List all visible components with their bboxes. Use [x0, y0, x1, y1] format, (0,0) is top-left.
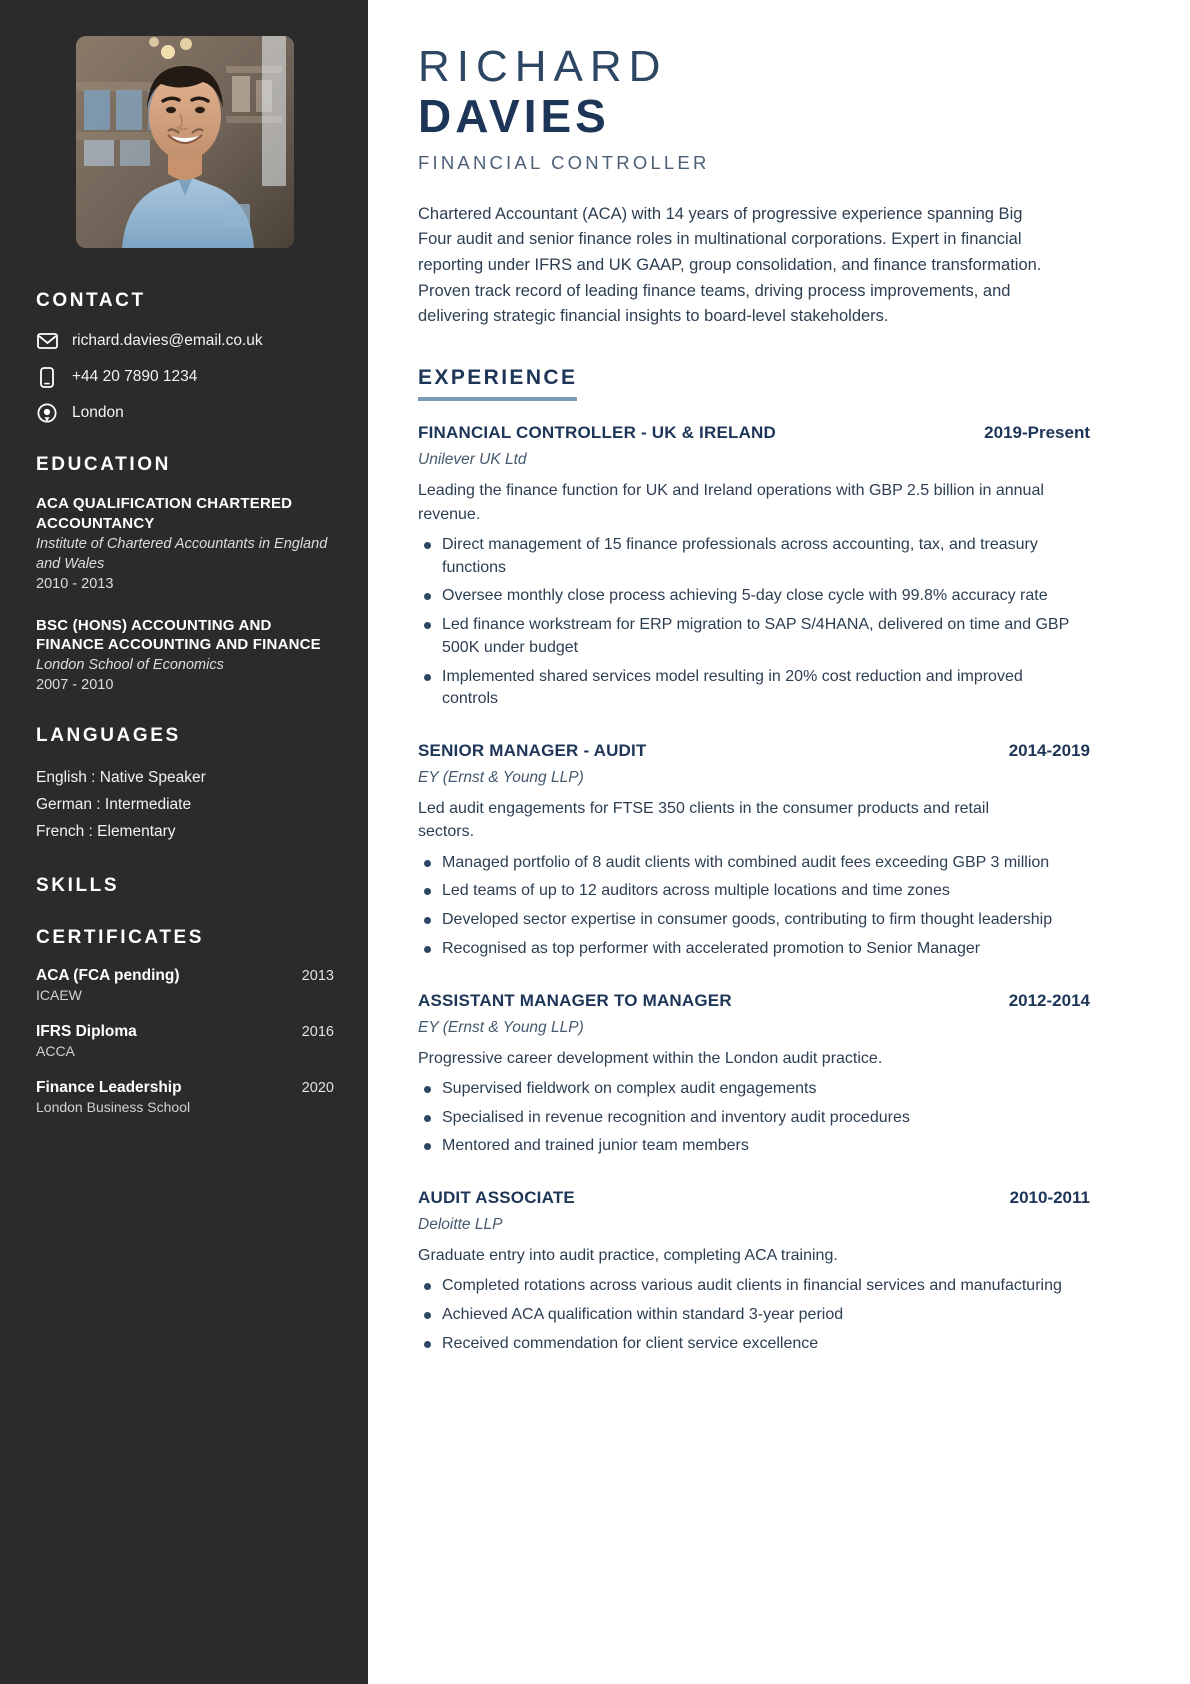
experience-company: Deloitte LLP: [418, 1216, 503, 1234]
contact-email-value: richard.davies@email.co.uk: [72, 331, 263, 349]
contact-location-row[interactable]: [36, 402, 334, 424]
sidebar: [0, 0, 368, 1684]
experience-bullet: Recognised as top performer with accelerated promotion to Senior Manager: [418, 938, 1073, 961]
experience-date: 2014-2019: [1008, 740, 1090, 760]
envelope-icon: [36, 330, 58, 352]
language-item: English : Native Speaker: [36, 769, 206, 787]
languages-heading: LANGUAGES: [36, 725, 181, 747]
experience-entry-header: [418, 991, 1090, 1011]
experience-company: EY (Ernst & Young LLP): [418, 768, 584, 786]
experience-description: Progressive career development within the London audit practice.: [418, 1049, 883, 1067]
contact-location-value: London: [72, 403, 124, 421]
profile-photo-image: [76, 36, 294, 248]
contact-phone-row[interactable]: [36, 366, 334, 388]
experience-entry-header: [418, 423, 1090, 443]
certificate-name: IFRS Diploma: [36, 1023, 137, 1041]
certificate-year: 2013: [301, 968, 334, 985]
experience-description: Led audit engagements for FTSE 350 clients in the consumer products and retail sectors.: [418, 799, 989, 841]
certificates-section: [36, 927, 334, 1115]
experience-company: Unilever UK Ltd: [418, 451, 527, 469]
profile-photo-wrapper: [36, 36, 334, 248]
education-item: [36, 494, 334, 594]
language-item: French : Elementary: [36, 822, 176, 840]
education-years: 2010 - 2013: [36, 575, 114, 592]
experience-role: AUDIT ASSOCIATE: [418, 1188, 575, 1208]
experience-date: 2019-Present: [984, 423, 1090, 443]
experience-date: 2010-2011: [1009, 1188, 1090, 1208]
contact-email-row[interactable]: [36, 330, 334, 352]
experience-bullet: Implemented shared services model resulting in 20% cost reduction and improved controls: [418, 666, 1073, 711]
education-item: [36, 616, 334, 696]
experience-bullet: Specialised in revenue recognition and inventory audit procedures: [418, 1107, 1073, 1130]
experience-bullet: Led finance workstream for ERP migration to SAP S/4HANA, delivered on time and GBP 500K under budget: [418, 614, 1073, 659]
main-content: [368, 0, 1190, 1684]
last-name: DAVIES: [418, 90, 610, 143]
languages-section: [36, 725, 334, 845]
skills-section: [36, 875, 334, 897]
experience-description: Graduate entry into audit practice, completing ACA training.: [418, 1247, 838, 1265]
certificate-item: [36, 967, 334, 1003]
language-item: German : Intermediate: [36, 795, 192, 813]
contact-heading: CONTACT: [36, 290, 146, 311]
location-pin-icon: [36, 402, 58, 424]
experience-entry: [418, 741, 1090, 961]
experience-heading: EXPERIENCE: [418, 366, 577, 401]
experience-heading-wrapper: [418, 366, 1090, 401]
experience-role: ASSISTANT MANAGER TO MANAGER: [418, 990, 732, 1010]
experience-entry: [418, 423, 1090, 711]
experience-bullet: Direct management of 15 finance professionals across accounting, tax, and treasury functions: [418, 534, 1073, 579]
certificate-item: [36, 1079, 334, 1115]
experience-entry-header: [418, 741, 1090, 761]
contact-phone-value: +44 20 7890 1234: [72, 367, 198, 385]
certificate-item: [36, 1023, 334, 1059]
certificate-name: ACA (FCA pending): [36, 967, 180, 985]
experience-description: Leading the finance function for UK and Ireland operations with GBP 2.5 billion in annual revenue.: [418, 482, 1044, 523]
experience-bullet: Oversee monthly close process achieving 5-day close cycle with 99.8% accuracy rate: [418, 585, 1073, 608]
contact-section: [36, 290, 334, 424]
experience-role: SENIOR MANAGER - AUDIT: [418, 740, 647, 760]
job-title: FINANCIAL CONTROLLER: [418, 151, 710, 173]
education-degree: BSC (HONS) ACCOUNTING AND FINANCE ACCOUNTING AND FINANCE: [36, 616, 321, 654]
education-degree: ACA QUALIFICATION CHARTERED ACCOUNTANCY: [36, 495, 293, 532]
certificate-issuer: ICAEW: [36, 987, 82, 1004]
experience-bullet: Led teams of up to 12 auditors across multiple locations and time zones: [418, 880, 1073, 903]
experience-bullet: Managed portfolio of 8 audit clients with combined audit fees exceeding GBP 3 million: [418, 852, 1073, 875]
experience-bullet-list: [418, 534, 1090, 711]
education-heading: EDUCATION: [36, 454, 171, 475]
education-years: 2007 - 2010: [36, 677, 114, 694]
experience-bullet: Received commendation for client service excellence: [418, 1333, 1073, 1356]
certificate-name: Finance Leadership: [36, 1079, 182, 1097]
phone-icon: [36, 366, 58, 388]
experience-bullet: Mentored and trained junior team members: [418, 1135, 1073, 1158]
first-name: RICHARD: [418, 42, 668, 91]
experience-bullet: Achieved ACA qualification within standard 3-year period: [418, 1304, 1073, 1327]
professional-summary: Chartered Accountant (ACA) with 14 years of progressive experience spanning Big Four audit and senior finance roles in multinational corporations. Expert in financial reporting under IFRS and UK GAAP, group consolidation, and finance transformation. Proven track record of leading finance teams, driving process improvements, and delivering strategic financial insights to board-level stakeholders.: [418, 204, 1042, 326]
experience-bullet: Completed rotations across various audit clients in financial services and manufacturing: [418, 1275, 1073, 1298]
certificate-issuer: ACCA: [36, 1043, 75, 1060]
experience-date: 2012-2014: [1008, 990, 1090, 1010]
certificate-issuer: London Business School: [36, 1099, 191, 1116]
experience-bullet-list: [418, 1078, 1090, 1158]
certificate-top-row: [36, 1023, 334, 1041]
certificate-top-row: [36, 1079, 334, 1097]
experience-entry: [418, 991, 1090, 1159]
education-section: [36, 454, 334, 695]
certificate-top-row: [36, 967, 334, 985]
skills-heading: SKILLS: [36, 875, 120, 897]
profile-photo: [76, 36, 294, 248]
certificate-year: 2020: [301, 1080, 334, 1097]
experience-bullet-list: [418, 852, 1090, 961]
experience-entry-header: [418, 1188, 1090, 1208]
experience-bullet: Developed sector expertise in consumer goods, contributing to firm thought leadership: [418, 909, 1073, 932]
experience-company: EY (Ernst & Young LLP): [418, 1018, 584, 1036]
education-school: London School of Economics: [36, 657, 224, 674]
education-school: Institute of Chartered Accountants in England and Wales: [36, 535, 328, 572]
experience-bullet-list: [418, 1275, 1090, 1355]
experience-bullet: Supervised fieldwork on complex audit engagements: [418, 1078, 1073, 1101]
experience-entry: [418, 1188, 1090, 1356]
certificates-heading: CERTIFICATES: [36, 927, 205, 949]
experience-role: FINANCIAL CONTROLLER - UK & IRELAND: [418, 423, 776, 443]
certificate-year: 2016: [301, 1024, 334, 1041]
